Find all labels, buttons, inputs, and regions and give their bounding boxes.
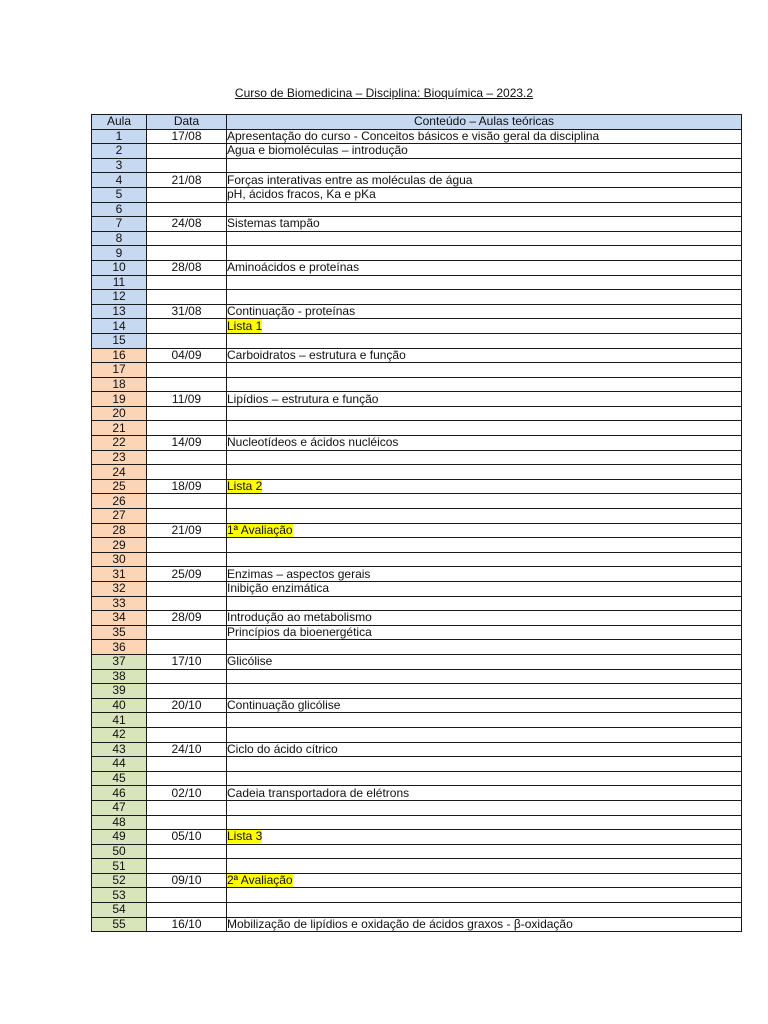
table-row bbox=[92, 596, 742, 611]
cell-aula: 26 bbox=[92, 494, 147, 509]
cell-aula: 55 bbox=[92, 917, 147, 932]
cell-conteudo: Forças interativas entre as moléculas de água bbox=[227, 173, 742, 188]
cell-data bbox=[147, 421, 227, 436]
table-row bbox=[92, 275, 742, 290]
cell-aula: 15 bbox=[92, 333, 147, 348]
cell-conteudo bbox=[227, 888, 742, 903]
cell-data: 02/10 bbox=[147, 786, 227, 801]
cell-data bbox=[147, 727, 227, 742]
cell-aula: 50 bbox=[92, 844, 147, 859]
cell-data bbox=[147, 815, 227, 830]
cell-aula: 29 bbox=[92, 538, 147, 553]
table-row bbox=[92, 757, 742, 772]
cell-data bbox=[147, 319, 227, 334]
cell-data bbox=[147, 757, 227, 772]
cell-conteudo bbox=[227, 275, 742, 290]
cell-conteudo bbox=[227, 859, 742, 874]
cell-conteudo bbox=[227, 713, 742, 728]
cell-aula: 13 bbox=[92, 304, 147, 319]
cell-aula: 52 bbox=[92, 873, 147, 888]
cell-aula: 16 bbox=[92, 348, 147, 363]
table-row bbox=[92, 158, 742, 173]
cell-data: 31/08 bbox=[147, 304, 227, 319]
cell-aula: 8 bbox=[92, 231, 147, 246]
cell-data: 17/08 bbox=[147, 129, 227, 144]
table-row bbox=[92, 567, 742, 582]
cell-data bbox=[147, 290, 227, 305]
cell-conteudo bbox=[227, 158, 742, 173]
cell-aula: 34 bbox=[92, 611, 147, 626]
cell-conteudo bbox=[227, 421, 742, 436]
cell-data bbox=[147, 202, 227, 217]
cell-aula: 20 bbox=[92, 406, 147, 421]
cell-data bbox=[147, 859, 227, 874]
cell-conteudo bbox=[227, 377, 742, 392]
cell-data: 05/10 bbox=[147, 830, 227, 845]
schedule-table bbox=[91, 114, 742, 932]
cell-data bbox=[147, 509, 227, 524]
cell-conteudo: Princípios da bioenergética bbox=[227, 625, 742, 640]
table-row bbox=[92, 450, 742, 465]
table-row bbox=[92, 859, 742, 874]
cell-aula: 41 bbox=[92, 713, 147, 728]
cell-data bbox=[147, 582, 227, 597]
header-conteudo: Conteúdo – Aulas teóricas bbox=[227, 115, 742, 130]
cell-aula: 51 bbox=[92, 859, 147, 874]
highlighted-text: Lista 1 bbox=[227, 318, 263, 333]
cell-conteudo: Cadeia transportadora de elétrons bbox=[227, 786, 742, 801]
cell-data: 11/09 bbox=[147, 392, 227, 407]
cell-data bbox=[147, 844, 227, 859]
cell-conteudo bbox=[227, 523, 742, 538]
table-row bbox=[92, 217, 742, 232]
table-row bbox=[92, 436, 742, 451]
cell-conteudo bbox=[227, 830, 742, 845]
cell-conteudo bbox=[227, 669, 742, 684]
cell-conteudo bbox=[227, 538, 742, 553]
cell-conteudo: Apresentação do curso - Conceitos básicos e visão geral da disciplina bbox=[227, 129, 742, 144]
cell-conteudo bbox=[227, 290, 742, 305]
cell-data bbox=[147, 625, 227, 640]
cell-aula: 36 bbox=[92, 640, 147, 655]
cell-conteudo bbox=[227, 202, 742, 217]
cell-aula: 27 bbox=[92, 509, 147, 524]
table-row bbox=[92, 260, 742, 275]
cell-aula: 12 bbox=[92, 290, 147, 305]
cell-conteudo bbox=[227, 903, 742, 918]
cell-conteudo bbox=[227, 246, 742, 261]
table-row bbox=[92, 363, 742, 378]
cell-aula: 3 bbox=[92, 158, 147, 173]
header-aula: Aula bbox=[92, 115, 147, 130]
cell-conteudo bbox=[227, 552, 742, 567]
cell-aula: 31 bbox=[92, 567, 147, 582]
table-row bbox=[92, 727, 742, 742]
cell-data bbox=[147, 800, 227, 815]
cell-conteudo: Carboidratos – estrutura e função bbox=[227, 348, 742, 363]
table-row bbox=[92, 903, 742, 918]
cell-aula: 30 bbox=[92, 552, 147, 567]
cell-data bbox=[147, 333, 227, 348]
cell-conteudo: Inibição enzimática bbox=[227, 582, 742, 597]
table-row bbox=[92, 611, 742, 626]
cell-data bbox=[147, 406, 227, 421]
table-row bbox=[92, 888, 742, 903]
cell-aula: 37 bbox=[92, 654, 147, 669]
cell-aula: 43 bbox=[92, 742, 147, 757]
cell-data bbox=[147, 596, 227, 611]
cell-conteudo bbox=[227, 596, 742, 611]
cell-conteudo bbox=[227, 509, 742, 524]
cell-aula: 33 bbox=[92, 596, 147, 611]
cell-aula: 24 bbox=[92, 465, 147, 480]
table-row bbox=[92, 640, 742, 655]
cell-data bbox=[147, 684, 227, 699]
cell-data: 16/10 bbox=[147, 917, 227, 932]
cell-data bbox=[147, 640, 227, 655]
cell-data: 28/09 bbox=[147, 611, 227, 626]
highlighted-text: Lista 2 bbox=[227, 479, 263, 494]
cell-conteudo: Sistemas tampão bbox=[227, 217, 742, 232]
table-row bbox=[92, 246, 742, 261]
cell-aula: 22 bbox=[92, 436, 147, 451]
cell-conteudo bbox=[227, 479, 742, 494]
table-row bbox=[92, 377, 742, 392]
cell-data: 24/10 bbox=[147, 742, 227, 757]
cell-aula: 17 bbox=[92, 363, 147, 378]
cell-aula: 46 bbox=[92, 786, 147, 801]
cell-aula: 18 bbox=[92, 377, 147, 392]
table-row bbox=[92, 830, 742, 845]
table-row bbox=[92, 844, 742, 859]
table-row bbox=[92, 333, 742, 348]
cell-data bbox=[147, 275, 227, 290]
cell-data: 18/09 bbox=[147, 479, 227, 494]
cell-data bbox=[147, 538, 227, 553]
cell-data bbox=[147, 465, 227, 480]
table-row bbox=[92, 509, 742, 524]
table-row bbox=[92, 319, 742, 334]
table-row bbox=[92, 742, 742, 757]
table-row bbox=[92, 684, 742, 699]
cell-conteudo bbox=[227, 800, 742, 815]
cell-conteudo bbox=[227, 363, 742, 378]
cell-aula: 54 bbox=[92, 903, 147, 918]
table-row bbox=[92, 654, 742, 669]
cell-conteudo: Introdução ao metabolismo bbox=[227, 611, 742, 626]
cell-conteudo bbox=[227, 494, 742, 509]
cell-conteudo bbox=[227, 450, 742, 465]
cell-data bbox=[147, 669, 227, 684]
highlighted-text: 1ª Avaliação bbox=[227, 523, 293, 537]
cell-aula: 4 bbox=[92, 173, 147, 188]
cell-data: 25/09 bbox=[147, 567, 227, 582]
cell-conteudo: Mobilização de lipídios e oxidação de ácidos graxos - β-oxidação bbox=[227, 917, 742, 932]
cell-data bbox=[147, 771, 227, 786]
cell-aula: 23 bbox=[92, 450, 147, 465]
cell-aula: 32 bbox=[92, 582, 147, 597]
cell-conteudo bbox=[227, 333, 742, 348]
cell-aula: 1 bbox=[92, 129, 147, 144]
table-row bbox=[92, 494, 742, 509]
cell-data bbox=[147, 888, 227, 903]
cell-aula: 48 bbox=[92, 815, 147, 830]
cell-conteudo: Aminoácidos e proteínas bbox=[227, 260, 742, 275]
table-row bbox=[92, 815, 742, 830]
cell-conteudo bbox=[227, 231, 742, 246]
table-row bbox=[92, 771, 742, 786]
table-row bbox=[92, 304, 742, 319]
cell-conteudo bbox=[227, 757, 742, 772]
cell-aula: 49 bbox=[92, 830, 147, 845]
cell-aula: 44 bbox=[92, 757, 147, 772]
cell-data: 21/09 bbox=[147, 523, 227, 538]
table-row bbox=[92, 406, 742, 421]
cell-conteudo: Glicólise bbox=[227, 654, 742, 669]
table-row bbox=[92, 669, 742, 684]
cell-conteudo bbox=[227, 727, 742, 742]
cell-data bbox=[147, 450, 227, 465]
cell-data bbox=[147, 246, 227, 261]
cell-aula: 40 bbox=[92, 698, 147, 713]
table-row bbox=[92, 523, 742, 538]
cell-data: 24/08 bbox=[147, 217, 227, 232]
table-row bbox=[92, 552, 742, 567]
cell-conteudo: Nucleotídeos e ácidos nucléicos bbox=[227, 436, 742, 451]
cell-conteudo bbox=[227, 771, 742, 786]
table-row bbox=[92, 392, 742, 407]
cell-data: 09/10 bbox=[147, 873, 227, 888]
highlighted-text: Lista 3 bbox=[227, 829, 263, 844]
table-row bbox=[92, 202, 742, 217]
cell-conteudo bbox=[227, 684, 742, 699]
cell-aula: 14 bbox=[92, 319, 147, 334]
cell-data: 04/09 bbox=[147, 348, 227, 363]
table-row bbox=[92, 144, 742, 159]
cell-aula: 47 bbox=[92, 800, 147, 815]
cell-data bbox=[147, 903, 227, 918]
cell-conteudo: Ciclo do ácido cítrico bbox=[227, 742, 742, 757]
table-row bbox=[92, 479, 742, 494]
cell-conteudo: Agua e biomoléculas – introdução bbox=[227, 144, 742, 159]
cell-conteudo bbox=[227, 815, 742, 830]
cell-data bbox=[147, 144, 227, 159]
cell-aula: 25 bbox=[92, 479, 147, 494]
cell-aula: 39 bbox=[92, 684, 147, 699]
cell-conteudo: Continuação glicólise bbox=[227, 698, 742, 713]
cell-data bbox=[147, 187, 227, 202]
cell-conteudo bbox=[227, 319, 742, 334]
table-row bbox=[92, 625, 742, 640]
cell-aula: 19 bbox=[92, 392, 147, 407]
cell-conteudo: Lipídios – estrutura e função bbox=[227, 392, 742, 407]
cell-aula: 45 bbox=[92, 771, 147, 786]
cell-aula: 10 bbox=[92, 260, 147, 275]
cell-conteudo: Continuação - proteínas bbox=[227, 304, 742, 319]
cell-conteudo bbox=[227, 640, 742, 655]
table-row bbox=[92, 465, 742, 480]
table-row bbox=[92, 582, 742, 597]
table-row bbox=[92, 231, 742, 246]
cell-aula: 5 bbox=[92, 187, 147, 202]
cell-aula: 6 bbox=[92, 202, 147, 217]
cell-aula: 35 bbox=[92, 625, 147, 640]
cell-aula: 2 bbox=[92, 144, 147, 159]
cell-data bbox=[147, 713, 227, 728]
table-row bbox=[92, 786, 742, 801]
cell-data: 21/08 bbox=[147, 173, 227, 188]
table-row bbox=[92, 129, 742, 144]
cell-aula: 53 bbox=[92, 888, 147, 903]
cell-data bbox=[147, 494, 227, 509]
cell-aula: 11 bbox=[92, 275, 147, 290]
cell-aula: 28 bbox=[92, 523, 147, 538]
table-row bbox=[92, 290, 742, 305]
cell-data: 28/08 bbox=[147, 260, 227, 275]
header-data: Data bbox=[147, 115, 227, 130]
cell-conteudo bbox=[227, 465, 742, 480]
highlighted-text: 2ª Avaliação bbox=[227, 873, 293, 888]
table-row bbox=[92, 421, 742, 436]
table-row bbox=[92, 348, 742, 363]
table-row bbox=[92, 187, 742, 202]
cell-aula: 38 bbox=[92, 669, 147, 684]
cell-data bbox=[147, 377, 227, 392]
cell-data bbox=[147, 231, 227, 246]
cell-conteudo bbox=[227, 406, 742, 421]
table-row bbox=[92, 873, 742, 888]
page-title: Curso de Biomedicina – Disciplina: Bioquímica – 2023.2 bbox=[234, 86, 534, 100]
cell-aula: 42 bbox=[92, 727, 147, 742]
table-row bbox=[92, 800, 742, 815]
cell-data bbox=[147, 158, 227, 173]
cell-data: 14/09 bbox=[147, 436, 227, 451]
cell-conteudo: pH, ácidos fracos, Ka e pKa bbox=[227, 187, 742, 202]
table-row bbox=[92, 713, 742, 728]
cell-conteudo bbox=[227, 844, 742, 859]
cell-data: 20/10 bbox=[147, 698, 227, 713]
header-row bbox=[92, 115, 742, 130]
cell-conteudo bbox=[227, 873, 742, 888]
table-row bbox=[92, 698, 742, 713]
schedule-body bbox=[92, 129, 742, 932]
table-row bbox=[92, 173, 742, 188]
cell-aula: 7 bbox=[92, 217, 147, 232]
cell-data: 17/10 bbox=[147, 654, 227, 669]
cell-conteudo: Enzimas – aspectos gerais bbox=[227, 567, 742, 582]
cell-aula: 9 bbox=[92, 246, 147, 261]
cell-aula: 21 bbox=[92, 421, 147, 436]
table-row bbox=[92, 917, 742, 932]
table-row bbox=[92, 538, 742, 553]
cell-data bbox=[147, 363, 227, 378]
cell-data bbox=[147, 552, 227, 567]
